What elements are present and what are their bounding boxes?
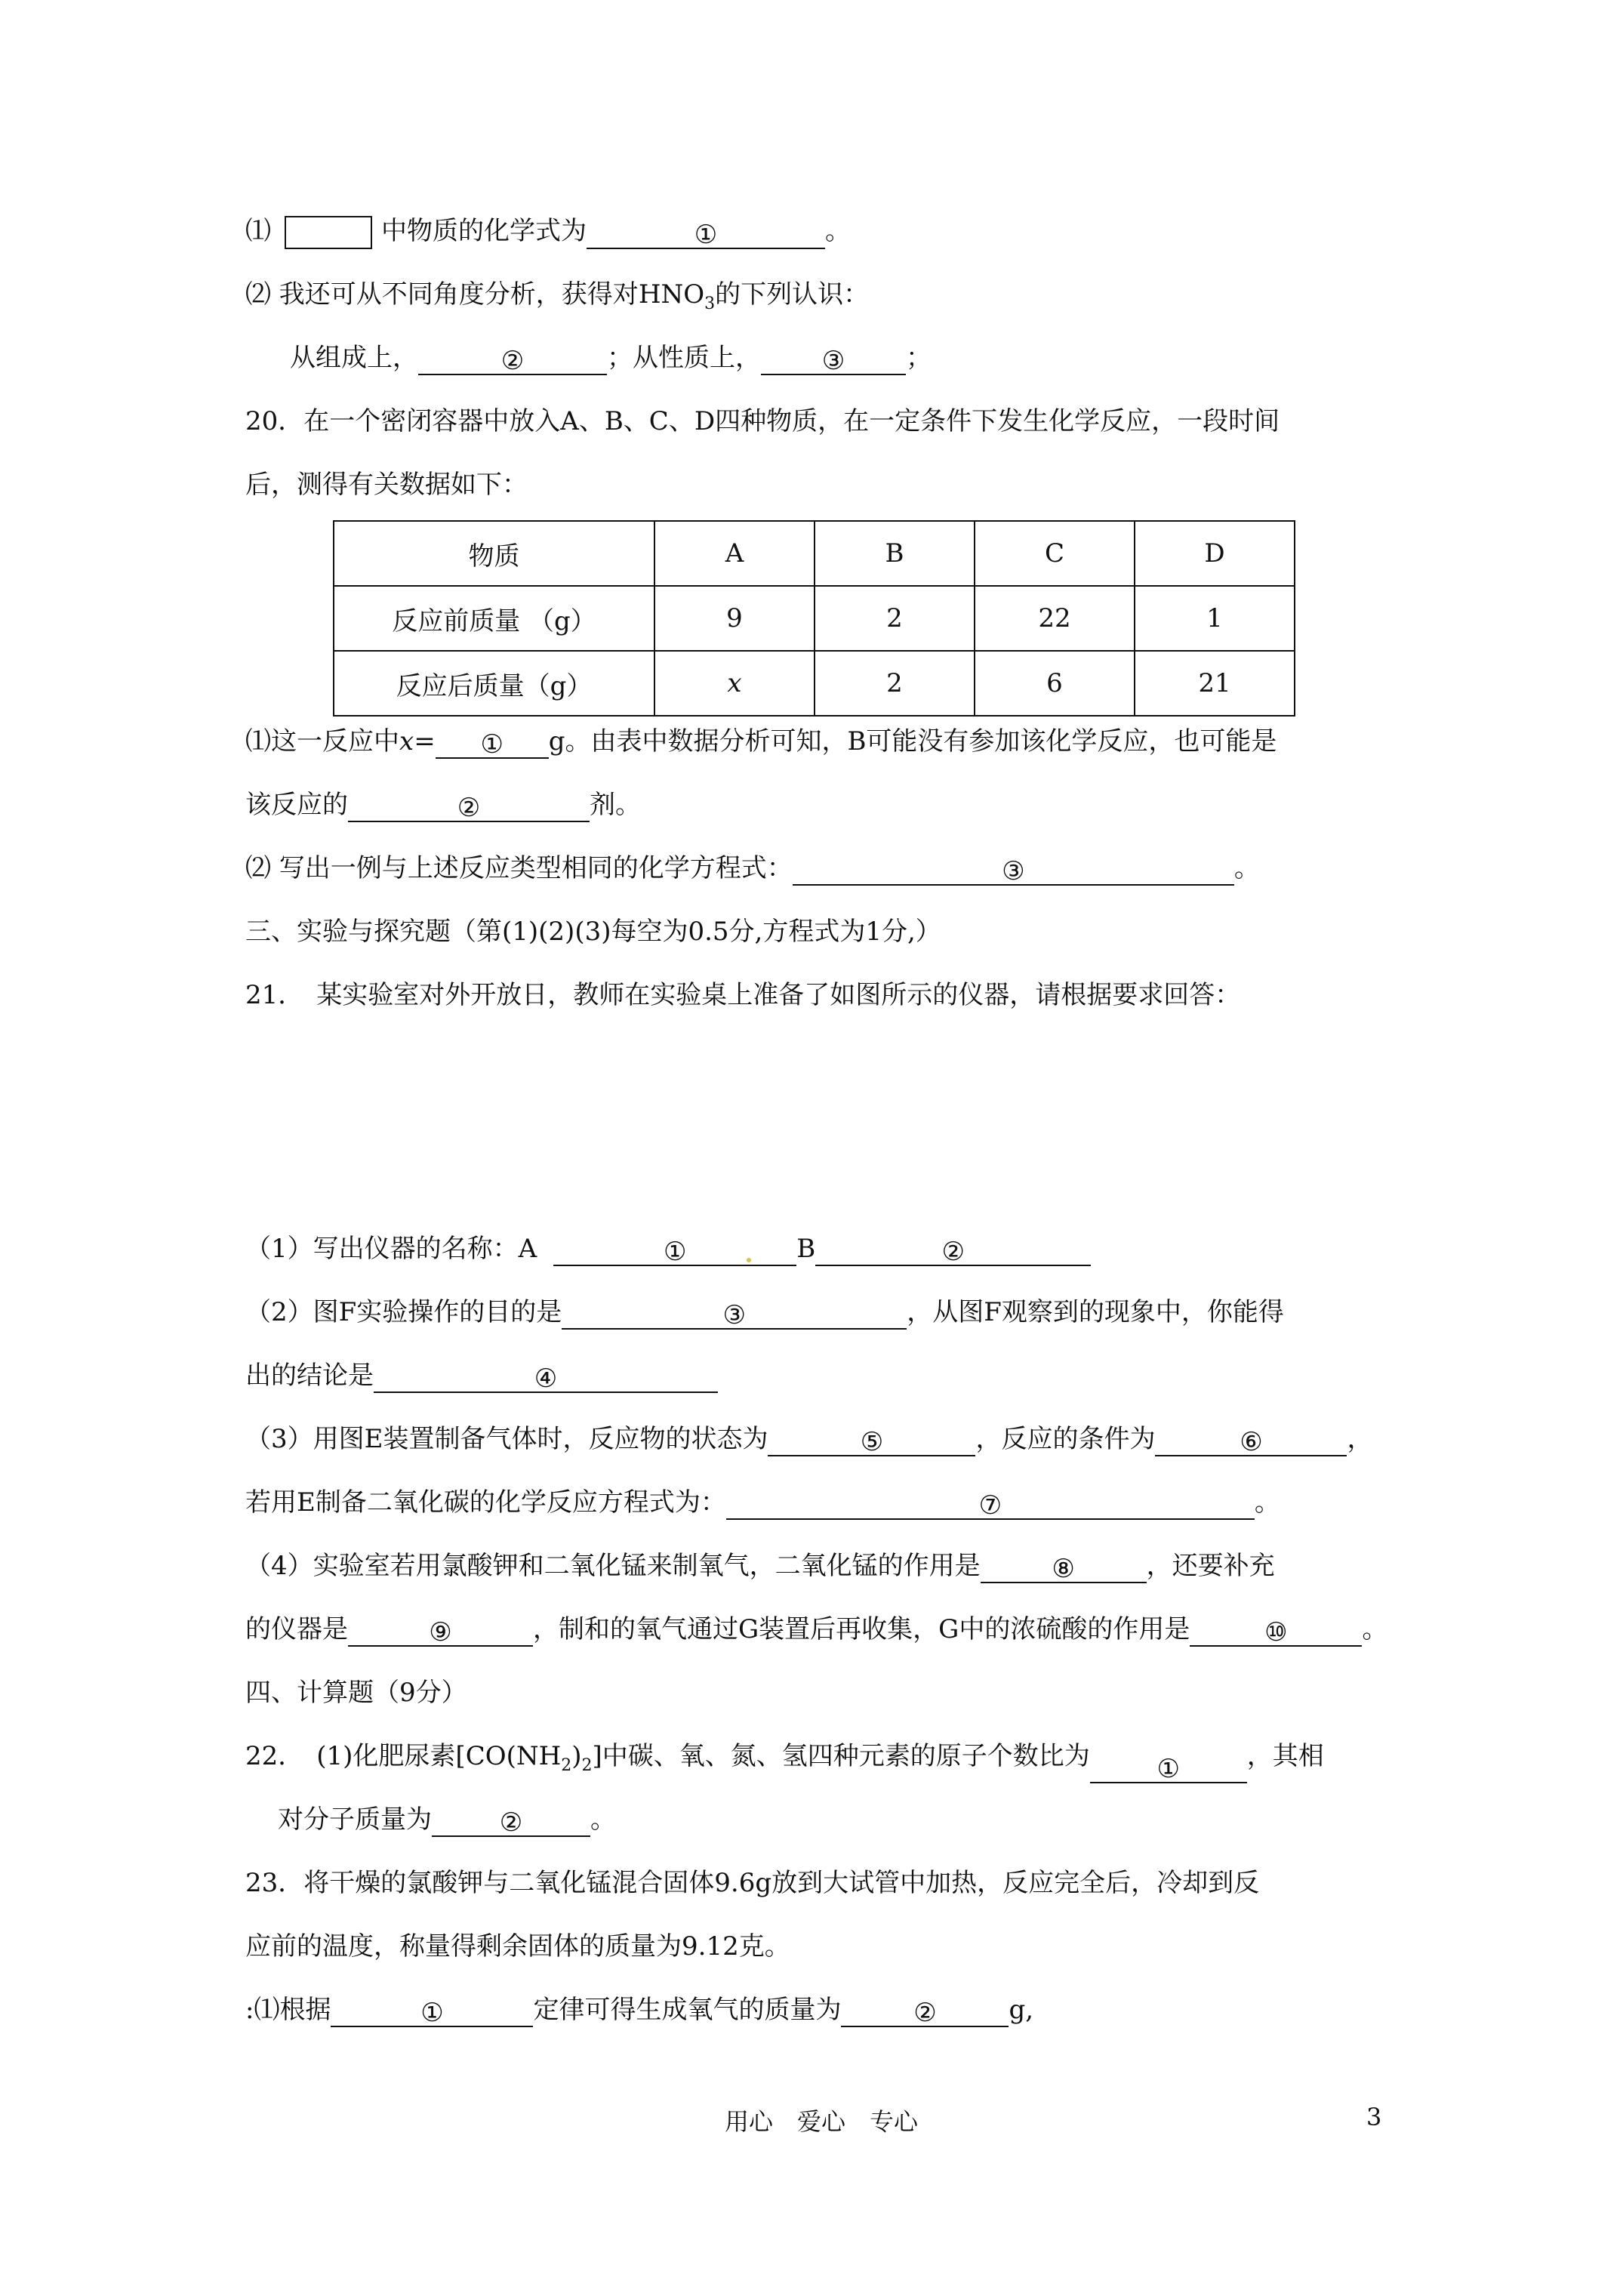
q22-d: ，其相	[1246, 1741, 1324, 1771]
q20-s1-c: 该反应的	[245, 790, 348, 820]
blank-6[interactable]: ⑥	[1155, 1425, 1347, 1456]
blank-2[interactable]: ②	[432, 1805, 590, 1837]
blank-2[interactable]: ②	[815, 1234, 1091, 1266]
q21-s4-e: 。	[1362, 1614, 1388, 1644]
blank-7[interactable]: ⑦	[726, 1488, 1255, 1520]
table-cell: 22	[975, 586, 1135, 651]
q19-l3-c: ；	[906, 343, 932, 373]
table-cell: A	[654, 521, 815, 586]
q20-s1-d: 剂。	[590, 790, 641, 820]
blank-3[interactable]: ③	[793, 854, 1234, 886]
q22-a: 22． (1)化肥尿素[CO(NH	[245, 1741, 562, 1771]
q19-l3-a: 从组成上，	[290, 343, 418, 373]
q23-sub1	[245, 1992, 1033, 2027]
q21-s3-a: （3）用图E装置制备气体时，反应物的状态为	[245, 1424, 768, 1454]
q21-s2-a: （2）图F实验操作的目的是	[245, 1297, 562, 1327]
q21-s2-b: ，从图F观察到的现象中，你能得	[907, 1297, 1284, 1327]
q21-sub4-line-1	[245, 1549, 1275, 1583]
q22-subscript-2: 2	[581, 1755, 593, 1775]
q22-line-2	[278, 1802, 616, 1837]
table-row	[334, 651, 1295, 716]
q22-subscript: 2	[561, 1755, 572, 1775]
q21-s4-c: 的仪器是	[245, 1614, 348, 1644]
blank-10[interactable]: ⑩	[1190, 1615, 1362, 1647]
q20-intro-2: 后，测得有关数据如下：	[245, 470, 528, 500]
table-cell: B	[815, 521, 975, 586]
answer-box	[285, 216, 372, 249]
table-cell: 反应前质量 （g）	[334, 586, 654, 651]
blank-5[interactable]: ⑤	[768, 1425, 975, 1456]
q19-p2-text: ⑵ 我还可从不同角度分析，获得对	[245, 279, 639, 310]
q23-line-1: 23．将干燥的氯酸钾与二氧化锰混合固体9.6g放到大试管中加热，反应完全后，冷却到反	[245, 1868, 1260, 1898]
table-cell: 21	[1135, 651, 1295, 716]
q19-p1-text: 中物质的化学式为	[381, 216, 587, 246]
q22-c: ]中碳、氧、氮、氢四种元素的原子个数比为	[592, 1741, 1090, 1771]
variable-x: x	[399, 726, 414, 757]
q19-p2-tail: 的下列认识：	[715, 279, 870, 310]
q21-sub4-line-2	[245, 1612, 1387, 1647]
q20-intro-1: 20．在一个密闭容器中放入A、B、C、D四种物质，在一定条件下发生化学反应，一段时间	[245, 406, 1280, 436]
blank-2[interactable]: ②	[841, 1996, 1009, 2027]
q22-b: )	[571, 1741, 582, 1771]
blank-1[interactable]: ①	[587, 217, 825, 249]
q20-s1-b: g。由表中数据分析可知，B可能没有参加该化学反应，也可能是	[548, 726, 1277, 757]
blank-9[interactable]: ⑨	[348, 1615, 533, 1647]
q19-p1-end: 。	[825, 216, 851, 246]
blank-4[interactable]: ④	[374, 1361, 718, 1393]
stray-dot	[747, 1258, 751, 1262]
q19-line-3	[290, 341, 932, 375]
table-cell: 1	[1135, 586, 1295, 651]
q21-s4-d: ，制和的氧气通过G装置后再收集，G中的浓硫酸的作用是	[533, 1614, 1190, 1644]
blank-3[interactable]: ③	[761, 344, 906, 375]
q19-line-1	[245, 214, 851, 249]
q21-s4-a: （4）实验室若用氯酸钾和二氧化锰来制氧气，二氧化锰的作用是	[245, 1551, 981, 1581]
q19-l3-b: ；从性质上，	[607, 343, 761, 373]
q19-p1-prefix: ⑴	[245, 216, 271, 246]
table-cell: D	[1135, 521, 1295, 586]
table-row	[334, 521, 1295, 586]
q21-s1-b: B	[796, 1234, 816, 1264]
blank-1[interactable]: ①	[1090, 1752, 1247, 1783]
blank-8[interactable]: ⑧	[981, 1552, 1147, 1583]
page-number: 3	[1366, 2103, 1382, 2131]
blank-2[interactable]: ②	[348, 791, 590, 822]
q20-s2-b: 。	[1233, 853, 1260, 883]
q22-e: 对分子质量为	[278, 1804, 432, 1835]
table-cell: x	[654, 651, 815, 716]
blank-1[interactable]: ①	[553, 1234, 796, 1266]
q23-s1-a: :⑴根据	[245, 1995, 331, 2025]
table-row	[334, 586, 1295, 651]
q21-s4-b: ，还要补充	[1146, 1551, 1275, 1581]
section-4-heading: 四、计算题（9分）	[245, 1678, 467, 1708]
q20-s1-a: ⑴这一反应中	[245, 726, 399, 757]
table-cell: 2	[815, 586, 975, 651]
q21-sub2-line-2	[245, 1358, 718, 1393]
table-cell: 6	[975, 651, 1135, 716]
section-3-heading: 三、实验与探究题（第(1)(2)(3)每空为0.5分,方程式为1分,）	[245, 917, 941, 947]
q22-line-1	[245, 1739, 1324, 1783]
data-table	[333, 520, 1295, 717]
q21-s3-d: 若用E制备二氧化碳的化学反应方程式为：	[245, 1487, 726, 1518]
table-cell: 物质	[334, 521, 654, 586]
q22-f: 。	[590, 1804, 616, 1835]
equals-sign: =	[414, 726, 436, 757]
q21-s1-a: （1）写出仪器的名称：A	[245, 1234, 537, 1264]
q23-line-2: 应前的温度，称量得剩余固体的质量为9.12克。	[245, 1931, 790, 1962]
hno3-formula: HNO	[638, 279, 705, 310]
q21-s2-c: 出的结论是	[245, 1361, 374, 1391]
q21-s3-b: ，反应的条件为	[975, 1424, 1156, 1454]
q20-sub2-line	[245, 851, 1260, 886]
q21-sub3-line-2	[245, 1485, 1280, 1520]
q20-sub1-line-1	[245, 724, 1277, 759]
q21-s3-e: 。	[1254, 1487, 1280, 1518]
q21-sub3-line-1	[245, 1422, 1372, 1456]
hno3-subscript: 3	[704, 294, 716, 313]
table-cell: 9	[654, 586, 815, 651]
q19-line-2	[245, 277, 869, 322]
blank-3[interactable]: ③	[562, 1298, 907, 1330]
q23-s1-c: g,	[1009, 1995, 1034, 2025]
q21-sub2-line-1	[245, 1295, 1284, 1330]
footer-motto: 用心 爱心 专心	[725, 2107, 919, 2136]
table-cell: C	[975, 521, 1135, 586]
blank-1[interactable]: ①	[436, 727, 549, 759]
q20-sub1-line-2	[245, 787, 641, 822]
q21-intro: 21． 某实验室对外开放日，教师在实验桌上准备了如图所示的仪器，请根据要求回答：	[245, 980, 1241, 1010]
blank-2[interactable]: ②	[418, 344, 607, 375]
table-cell: 反应后质量（g）	[334, 651, 654, 716]
q23-s1-b: 定律可得生成氧气的质量为	[533, 1995, 842, 2025]
q20-s2-a: ⑵ 写出一例与上述反应类型相同的化学方程式：	[245, 853, 793, 883]
table-cell: 2	[815, 651, 975, 716]
q21-sub1	[245, 1231, 1091, 1266]
blank-1[interactable]: ①	[331, 1996, 533, 2027]
q21-s3-c: ，	[1347, 1424, 1373, 1454]
